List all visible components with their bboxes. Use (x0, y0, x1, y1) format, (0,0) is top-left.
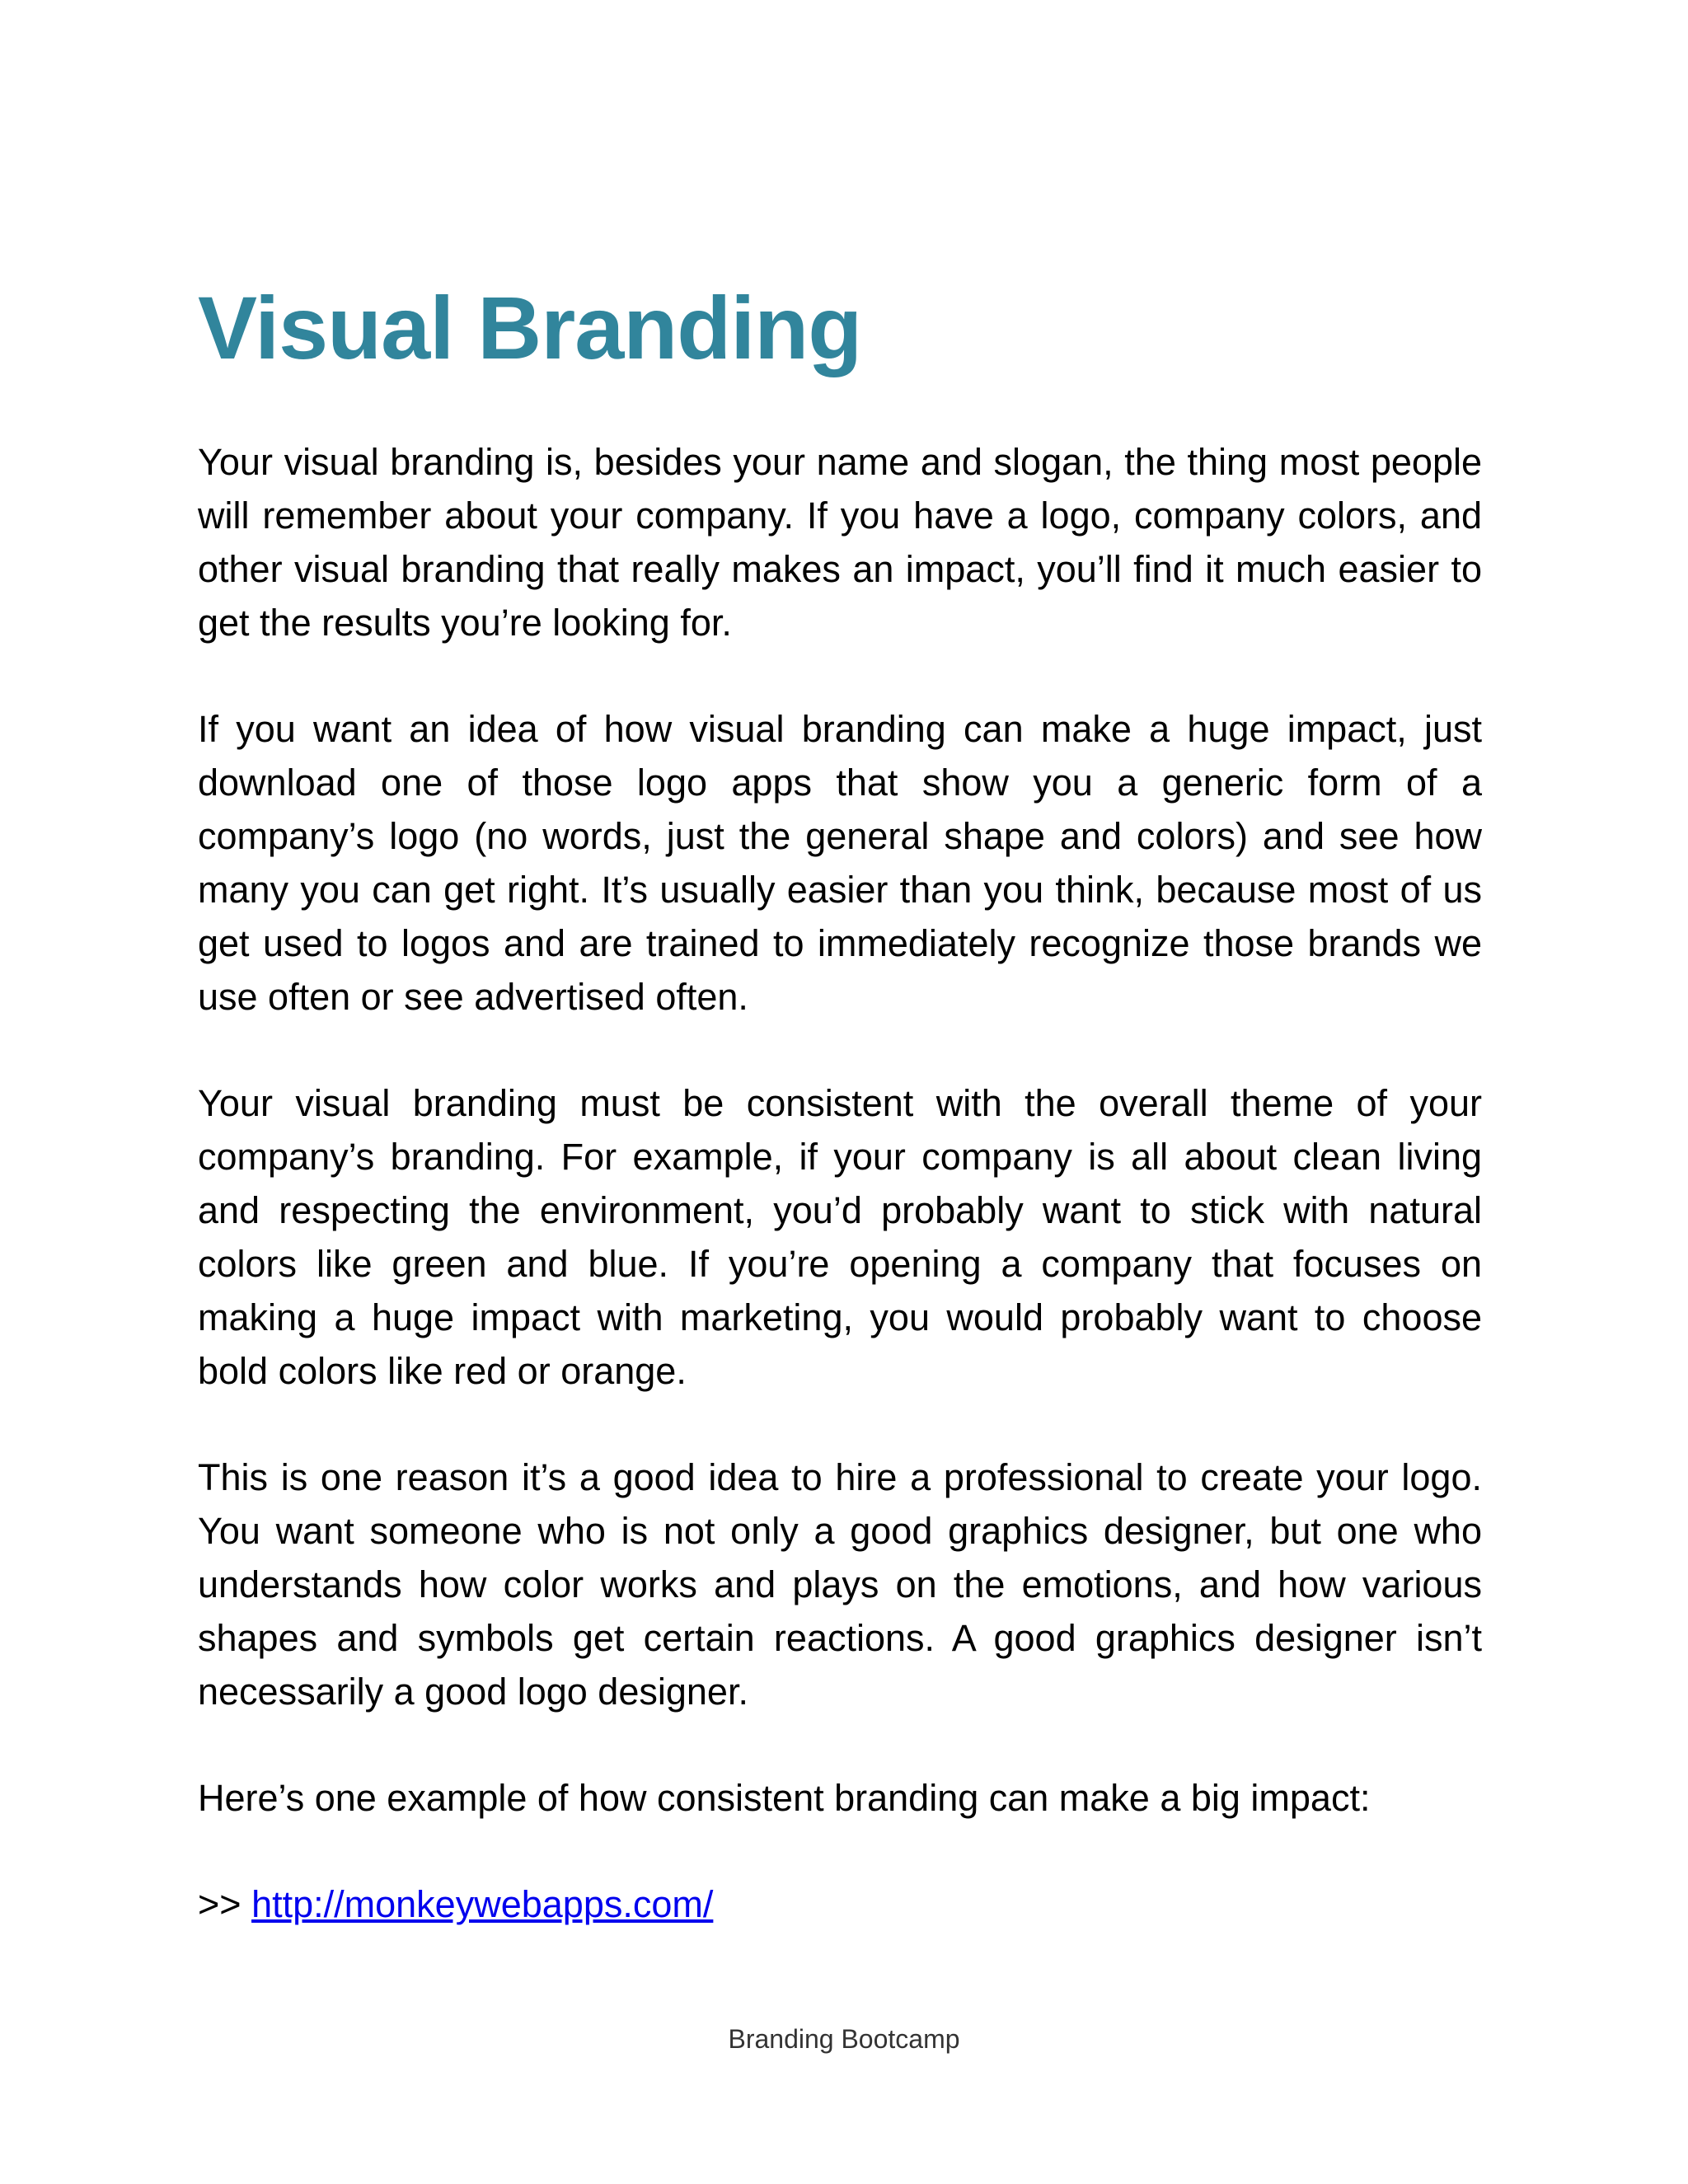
body-text (198, 435, 1482, 1931)
link-prefix: >> (198, 1883, 241, 1925)
link-line (198, 1877, 1482, 1931)
paragraph-5: Here’s one example of how consistent branding can make a big impact: (198, 1777, 1371, 1819)
paragraph-1: Your visual branding is, besides your name and slogan, the thing most people will remember about your company. If you have a logo, company colors, and other visual branding that really makes an impact, you’ll find it much easier to get the results you’re looking for. (198, 441, 1482, 644)
page-footer: Branding Bootcamp (728, 2024, 960, 2054)
paragraph-2: If you want an idea of how visual branding can make a huge impact, just download one of those logo apps that show you a generic form of a company’s logo (no words, just the general shape and colors) and see how many you can get right. It’s usually easier than you think, because most of us get used to logos and are trained to immediately recognize those brands we use often or see advertised often. (198, 708, 1482, 1018)
page-title: Visual Branding (198, 278, 862, 377)
paragraph-4: This is one reason it’s a good idea to hire a professional to create your logo. You want someone who is not only a good graphics designer, but one who understands how color works and plays on the emotions, and how various shapes and symbols get certain reactions. A good graphics designer isn’t necessarily a good logo designer. (198, 1456, 1482, 1713)
paragraph-3: Your visual branding must be consistent with the overall theme of your company’s branding. For example, if your company is all about clean living and respecting the environment, you’d probably want to stick with natural colors like green and blue. If you’re opening a company that focuses on making a huge impact with marketing, you would probably want to choose bold colors like red or orange. (198, 1082, 1482, 1392)
website-link[interactable]: http://monkeywebapps.com/ (251, 1883, 714, 1925)
